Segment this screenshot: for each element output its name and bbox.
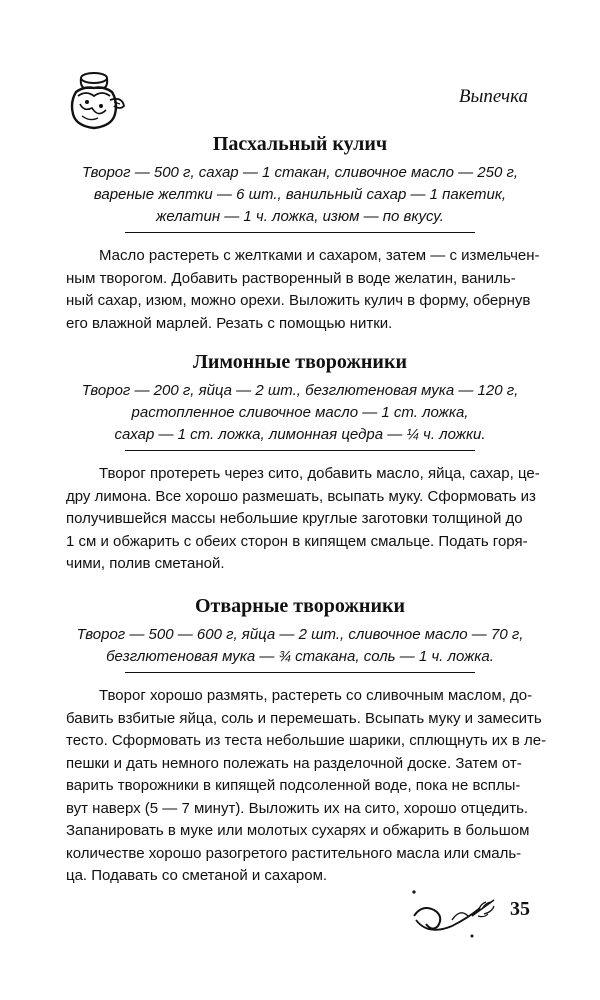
instructions-line: получившейся массы небольшие круглые заготовки толщиной до (66, 510, 523, 527)
ingredients-list (66, 380, 534, 446)
instructions-text (66, 245, 540, 335)
ingredients-line: Творог — 500 — 600 г, яйца — 2 шт., сливочное масло — 70 г, (76, 626, 524, 643)
instructions-line: Запанировать в муке или молотых сухарях и обжарить в большом (66, 822, 530, 839)
recipe-title: Лимонные творожники (192, 351, 408, 373)
instructions-line: тесто. Сформовать из теста небольшие шарики, сплющнуть их в ле- (66, 732, 547, 749)
ingredients-list (66, 162, 534, 228)
ingredients-line: Творог — 500 г, сахар — 1 стакан, сливочное масло — 250 г, (81, 164, 519, 181)
ingredients-line: сахар — 1 ст. ложка, лимонная цедра — ¼ ч. ложки. (114, 426, 486, 443)
divider (125, 232, 475, 233)
section-title: Выпечка (458, 86, 528, 107)
recipe (66, 132, 540, 335)
instructions-line: 1 см и обжарить с обеих сторон в кипящем смальце. Подать горя- (66, 532, 528, 550)
instructions-line: его влажной марлей. Резать с помощью нитки. (66, 314, 393, 332)
instructions-line: пешки и дать немного полежать на разделочной доске. Затем от- (66, 754, 522, 772)
instructions-line: Творог протереть через сито, добавить масло, яйца, сахар, це- (99, 465, 540, 482)
instructions-line: вут наверх (5 — 7 минут). Выложить их на сито, хорошо отцедить. (66, 799, 529, 817)
recipe (66, 594, 547, 888)
recipe-title: Пасхальный кулич (212, 133, 388, 155)
instructions-line: ным творогом. Добавить растворенный в воде желатин, ваниль- (66, 269, 516, 287)
instructions-line: бавить взбитые яйца, соль и перемешать. Всыпать муку и замесить (66, 709, 542, 727)
instructions-text (66, 685, 547, 888)
ingredients-line: безглютеновая мука — ¾ стакана, соль — 1 ч. ложка. (106, 648, 494, 665)
divider (125, 672, 475, 673)
instructions-line: количестве хорошо разогретого растительного масла или смаль- (66, 844, 522, 862)
instructions-line: ца. Подавать со сметаной и сахаром. (66, 867, 328, 884)
instructions-line: ный сахар, изюм, можно орехи. Выложить кулич в форму, обернув (66, 292, 531, 309)
instructions-line: Творог хорошо размять, растереть со сливочным маслом, до- (99, 687, 533, 704)
honey-jar-icon (64, 66, 128, 132)
ingredients-line: желатин — 1 ч. ложка, изюм — по вкусу. (156, 208, 444, 225)
ingredients-line: Творог — 200 г, яйца — 2 шт., безглютеновая мука — 120 г, (81, 382, 519, 399)
floral-swirl-ornament-icon (408, 886, 500, 942)
instructions-text (66, 463, 540, 576)
recipe (66, 350, 540, 576)
instructions-line: Масло растереть с желтками и сахаром, затем — с измельчен- (99, 247, 540, 264)
recipe-title: Отварные творожники (194, 595, 406, 617)
instructions-line: чими, полив сметаной. (66, 555, 225, 572)
instructions-line: дру лимона. Все хорошо размешать, всыпать муку. Сформовать из (66, 487, 536, 505)
ingredients-list (66, 624, 534, 668)
ingredients-line: растопленное сливочное масло — 1 ст. ложка, (131, 404, 469, 421)
divider (125, 450, 475, 451)
ingredients-line: вареные желтки — 6 шт., ванильный сахар — 1 пакетик, (93, 186, 507, 203)
instructions-line: варить творожники в кипящей подсоленной воде, пока не всплы- (66, 777, 521, 794)
page-number: 35 (510, 898, 530, 920)
